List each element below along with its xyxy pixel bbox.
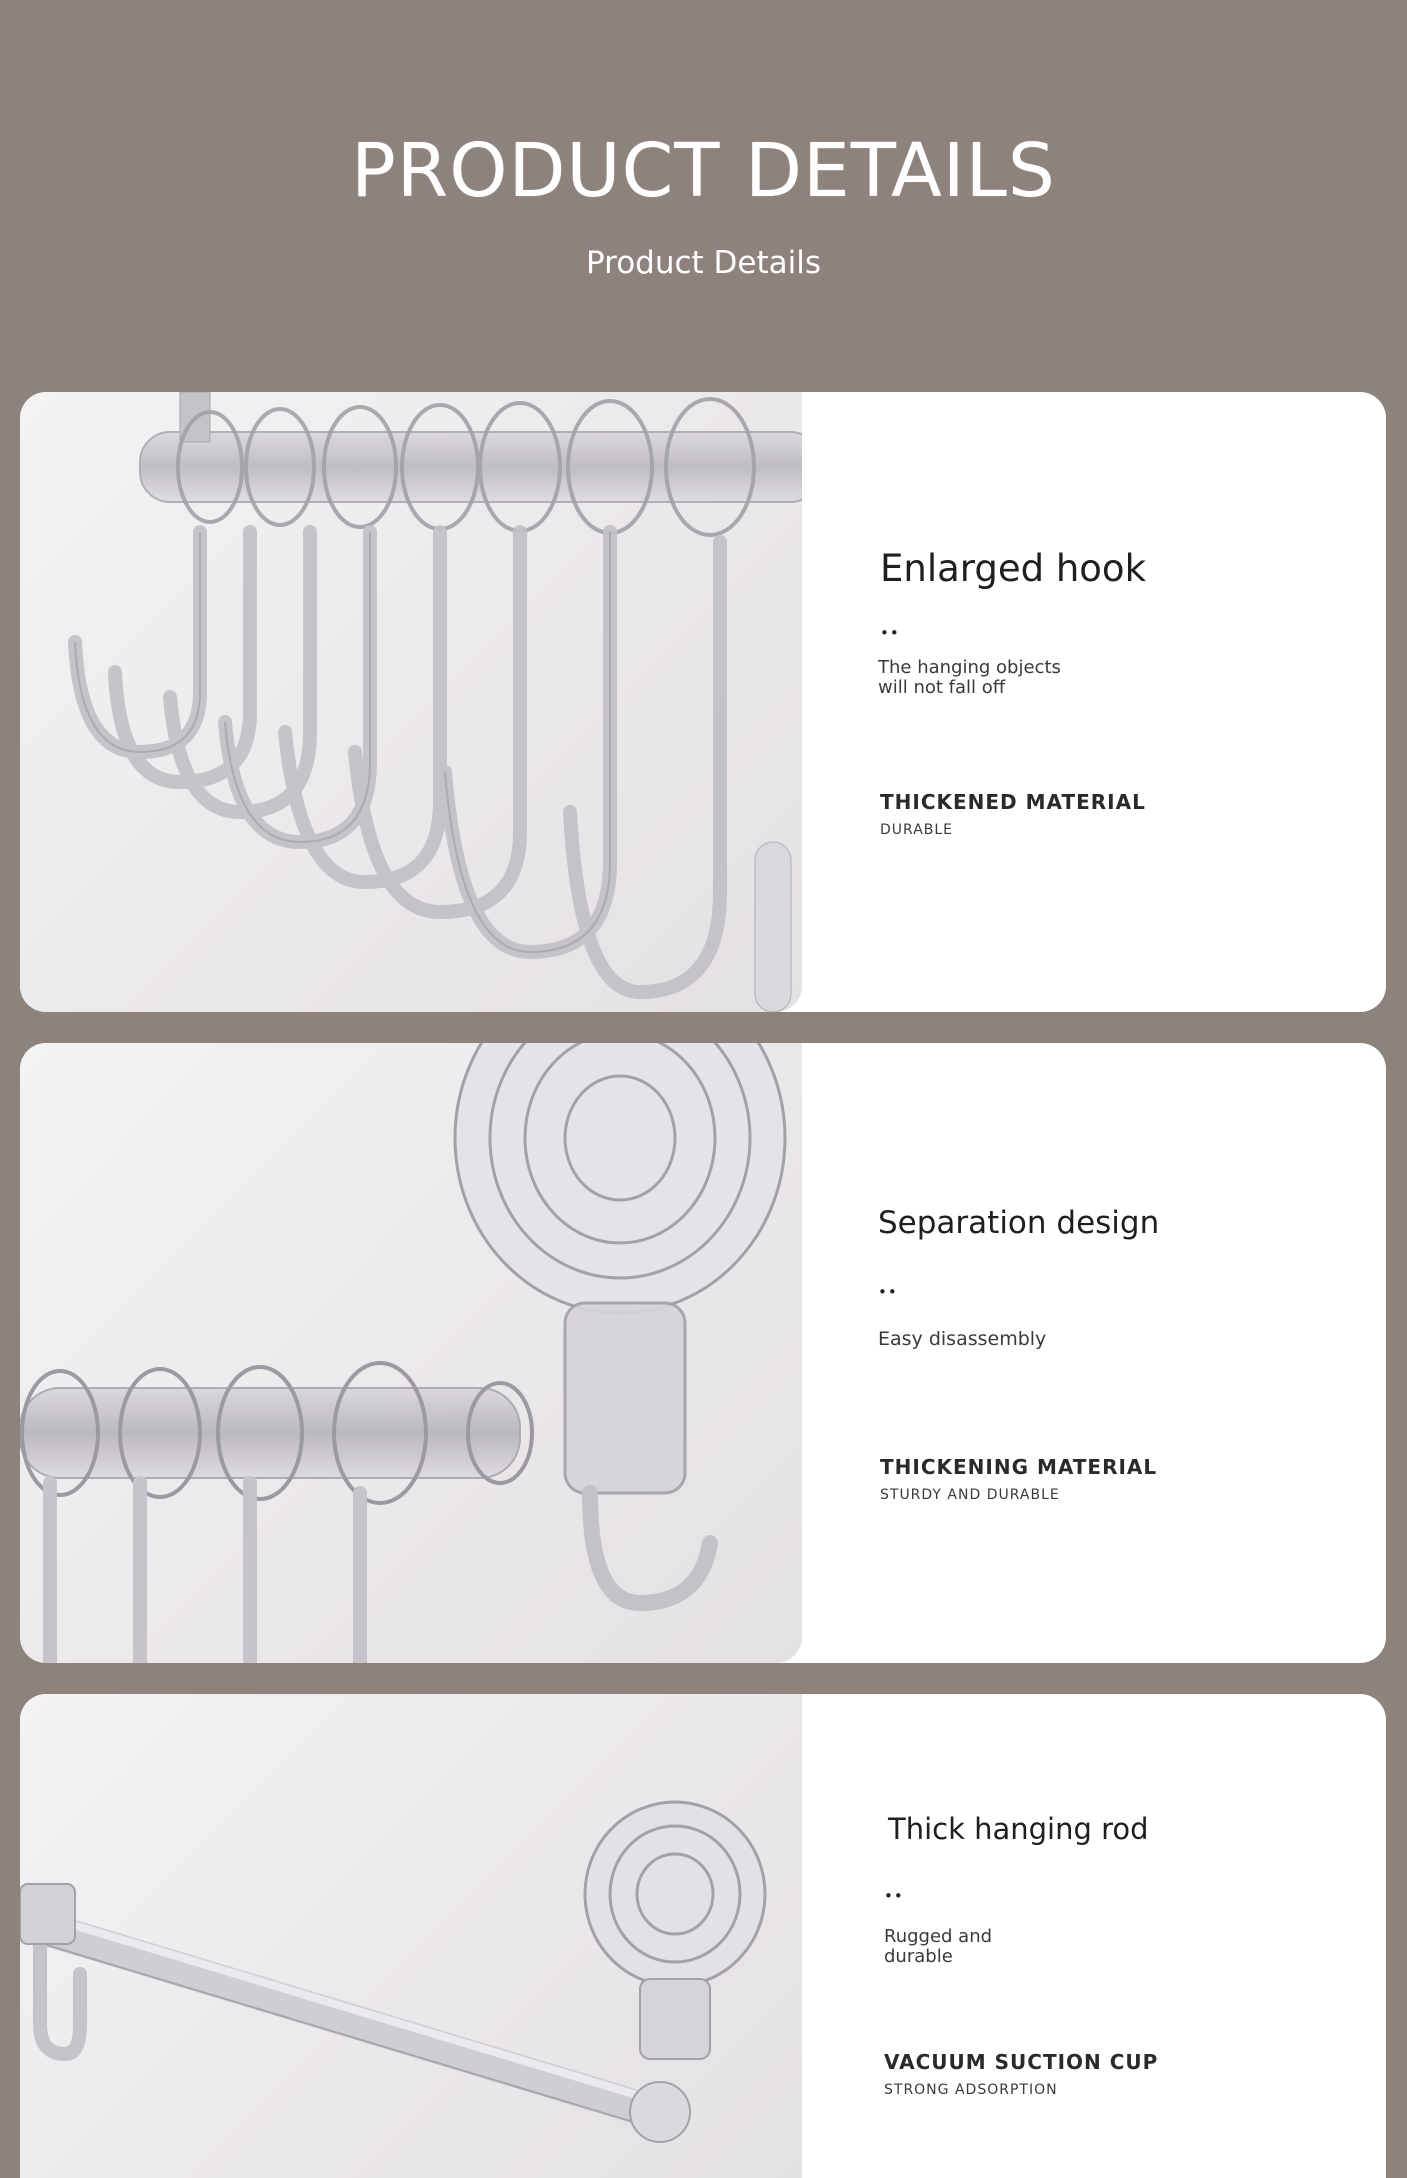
panel-heading: Enlarged hook bbox=[880, 547, 1146, 590]
hanging-rod-icon bbox=[20, 1694, 802, 2178]
page-subtitle: Product Details bbox=[585, 245, 822, 281]
bullet-dots-icon: •• bbox=[884, 1887, 904, 1905]
feature-title: THICKENED MATERIAL bbox=[880, 790, 1146, 814]
suction-cup-icon bbox=[20, 1043, 802, 1663]
panel-text bbox=[878, 1043, 1358, 1663]
panel-text bbox=[878, 392, 1358, 1012]
panel-text bbox=[878, 1694, 1358, 2178]
detail-panel-separation bbox=[20, 1043, 1386, 1663]
feature-subtitle: STURDY AND DURABLE bbox=[880, 1487, 1060, 1503]
product-photo-hooks bbox=[20, 392, 802, 1012]
bullet-dots-icon: •• bbox=[880, 624, 900, 642]
feature-subtitle: STRONG ADSORPTION bbox=[884, 2082, 1058, 2098]
panel-description-line: will not fall off bbox=[878, 677, 1006, 698]
panel-heading: Thick hanging rod bbox=[888, 1812, 1149, 1846]
detail-panel-hook bbox=[20, 392, 1386, 1012]
panel-description bbox=[884, 1927, 1104, 1967]
hook-rail-icon bbox=[20, 392, 802, 1012]
detail-panel-rod bbox=[20, 1694, 1386, 2178]
panel-description-line: Easy disassembly bbox=[878, 1328, 1047, 1350]
header bbox=[0, 0, 1407, 390]
panel-description bbox=[878, 658, 1098, 698]
page-title: PRODUCT DETAILS bbox=[351, 128, 1056, 214]
panel-description-line: durable bbox=[884, 1946, 953, 1967]
panel-description-line: Rugged and bbox=[884, 1926, 993, 1947]
bullet-dots-icon: •• bbox=[878, 1283, 898, 1301]
panel-heading: Separation design bbox=[878, 1205, 1160, 1241]
feature-subtitle: DURABLE bbox=[880, 822, 954, 838]
panel-description-line: The hanging objects bbox=[878, 657, 1061, 678]
panel-description bbox=[878, 1329, 1098, 1349]
product-photo-suction bbox=[20, 1043, 802, 1663]
feature-title: VACUUM SUCTION CUP bbox=[884, 2050, 1159, 2074]
feature-title: THICKENING MATERIAL bbox=[880, 1455, 1158, 1479]
product-photo-rod bbox=[20, 1694, 802, 2178]
